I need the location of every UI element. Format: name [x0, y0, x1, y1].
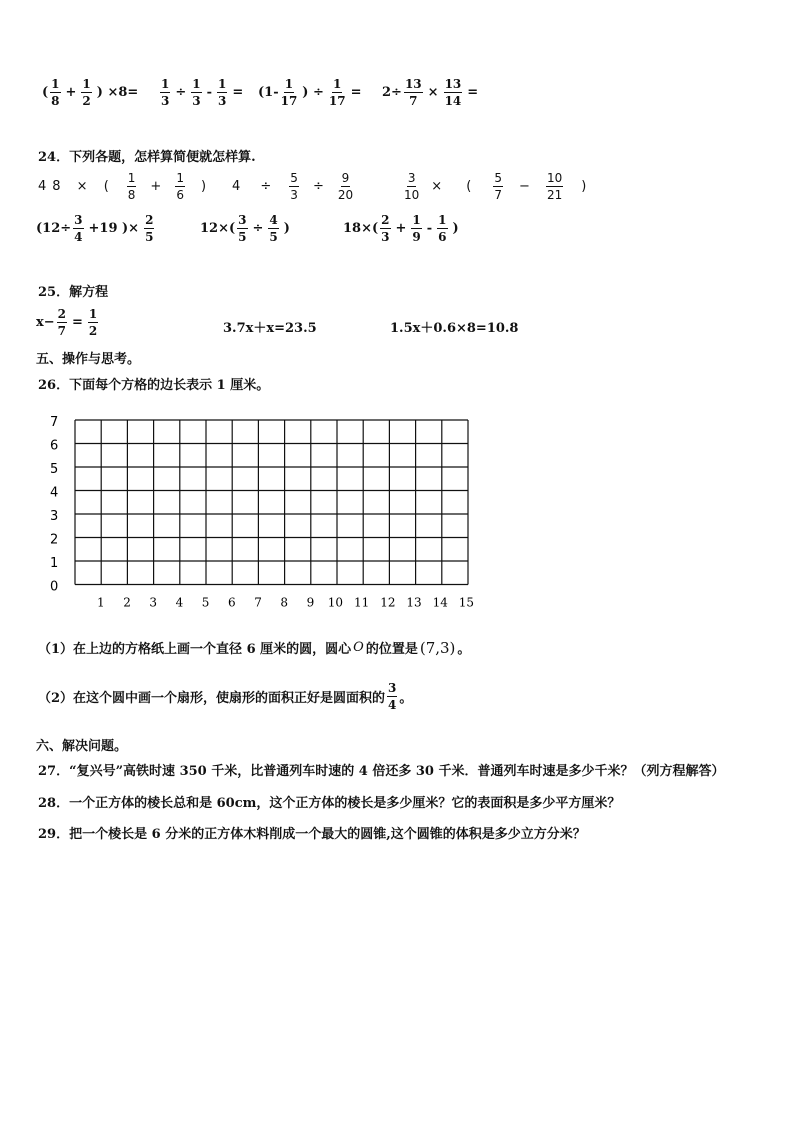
q25-title: 25．解方程 — [38, 285, 109, 300]
grid-x-label: 3 — [149, 595, 158, 610]
grid-y-labels — [50, 415, 58, 595]
grid-x-label: 5 — [201, 595, 210, 610]
grid-x-label: 15 — [458, 595, 475, 610]
q24-expression-c: $\frac{3}{10}$ × ( $\frac{5}{7}$ − $\frac{10}{21}$ ) — [404, 171, 587, 202]
grid-x-labels — [97, 596, 474, 610]
grid-y-label: 1 — [50, 556, 59, 571]
fraction: $\frac{5}{3}$ — [290, 171, 298, 202]
calc-expression-3: (1- $\frac{1}{17}$ ) ÷ $\frac{1}{17}$ = — [258, 77, 362, 108]
fraction: $\frac{5}{7}$ — [494, 171, 503, 202]
grid-y-label: 0 — [50, 579, 59, 595]
q25-equation-a: x− $\frac{2}{7}$ = $\frac{1}{2}$ — [36, 307, 98, 338]
fraction: $\frac{1}{8}$ — [51, 77, 60, 108]
fraction: $\frac{1}{3}$ — [161, 77, 170, 108]
q27-text: 27．“复兴号”高铁时速 350 千米，比普通列车时速的 4 倍还多 30 千米．普通列车时速是多少千米？（列方程解答） — [38, 764, 725, 779]
fraction: $\frac{3}{4}$ — [388, 681, 397, 712]
q24-title: 24．下列各题，怎样算简便就怎样算. — [38, 150, 256, 165]
q25-equation-c: 1.5x＋0.6×8=10.8 — [390, 321, 519, 336]
grid-x-label: 11 — [354, 595, 370, 610]
grid-x-label: 13 — [406, 595, 422, 610]
fraction: $\frac{1}{6}$ — [438, 213, 447, 244]
square-grid — [40, 410, 480, 616]
center-coordinate: (7,3) — [419, 638, 456, 657]
fraction: $\frac{1}{3}$ — [192, 77, 201, 108]
q24-expression-b: 4 ÷ $\frac{5}{3}$ ÷ $\frac{9}{20}$ — [232, 171, 354, 202]
q26-title: 26．下面每个方格的边长表示 1 厘米。 — [38, 378, 270, 393]
grid-y-label: 2 — [50, 532, 59, 548]
grid-x-label: 8 — [280, 595, 289, 610]
grid-x-label: 7 — [254, 595, 262, 610]
fraction: $\frac{1}{2}$ — [82, 77, 91, 108]
grid-x-label: 6 — [228, 595, 236, 610]
fraction: $\frac{2}{7}$ — [57, 307, 67, 338]
fraction: $\frac{1}{9}$ — [412, 213, 421, 244]
q28-text: 28．一个正方体的棱长总和是 60cm，这个正方体的棱长是多少厘米？它的表面积是多少平方厘米？ — [38, 796, 621, 811]
fraction: $\frac{1}{3}$ — [218, 77, 227, 108]
calc-expression-1: ( $\frac{1}{8}$ + $\frac{1}{2}$ ) ×8= — [42, 77, 139, 108]
grid-y-label: 6 — [50, 438, 59, 454]
q25-equation-b: 3.7x＋x=23.5 — [223, 321, 317, 336]
fraction: $\frac{13}{7}$ — [404, 77, 422, 108]
fraction: $\frac{10}{21}$ — [546, 171, 563, 202]
fraction: $\frac{3}{5}$ — [238, 213, 247, 244]
grid-x-label: 2 — [123, 595, 131, 610]
q24-expression-e: 12×( $\frac{3}{5}$ ÷ $\frac{4}{5}$ ) — [200, 213, 290, 244]
fraction: $\frac{4}{5}$ — [269, 213, 278, 244]
fraction: $\frac{1}{8}$ — [127, 171, 136, 202]
calc-expression-4: 2÷ $\frac{13}{7}$ × $\frac{13}{14}$ = — [382, 77, 479, 108]
fraction: $\frac{1}{6}$ — [176, 171, 184, 202]
fraction: $\frac{2}{3}$ — [381, 213, 390, 244]
grid-x-label: 14 — [432, 595, 448, 610]
grid-x-label: 10 — [327, 595, 344, 610]
fraction: $\frac{13}{14}$ — [444, 77, 462, 108]
q24-expression-d: (12÷ $\frac{3}{4}$ +19 )× $\frac{2}{5}$ — [36, 213, 154, 244]
fraction: $\frac{3}{4}$ — [74, 213, 83, 244]
fraction: $\frac{1}{2}$ — [88, 307, 98, 338]
fraction: $\frac{2}{5}$ — [145, 213, 154, 244]
section-5-heading: 五、操作与思考。 — [36, 352, 141, 367]
q26-part-1: （1）在上边的方格纸上画一个直径 6 厘米的圆，圆心 O 的位置是 (7,3) 。 — [38, 638, 471, 657]
q24-expression-f: 18×( $\frac{2}{3}$ + $\frac{1}{9}$ - $\frac{1}{6}$ ) — [343, 213, 459, 244]
fraction: $\frac{9}{20}$ — [337, 171, 354, 202]
q29-text: 29．把一个棱长是 6 分米的正方体木料削成一个最大的圆锥,这个圆锥的体积是多少立方分米？ — [38, 827, 586, 842]
paren-open: ( — [42, 85, 49, 100]
grid-y-label: 5 — [50, 462, 59, 477]
grid-x-label: 12 — [380, 595, 396, 610]
grid-x-label: 4 — [175, 595, 184, 610]
q26-part-2: （2）在这个圆中画一个扇形，使扇形的面积正好是圆面积的 $\frac{3}{4}$ 。 — [38, 681, 413, 712]
grid-y-label: 7 — [50, 415, 59, 430]
section-6-heading: 六、解决问题。 — [36, 739, 128, 754]
q24-expression-a: 48 × ( $\frac{1}{8}$ + $\frac{1}{6}$ ) — [38, 171, 207, 202]
grid-y-label: 4 — [50, 485, 59, 501]
grid-x-label: 9 — [306, 595, 315, 610]
calc-expression-2: $\frac{1}{3}$ ÷ $\frac{1}{3}$ - $\frac{1}{3}$ = — [161, 77, 244, 108]
grid-x-label: 1 — [97, 595, 105, 610]
fraction: $\frac{3}{10}$ — [404, 171, 420, 202]
grid-y-label: 3 — [50, 509, 59, 524]
center-o-label: O — [353, 640, 364, 655]
fraction: $\frac{1}{17}$ — [280, 77, 298, 108]
grid-lines — [75, 420, 468, 585]
fraction: $\frac{1}{17}$ — [328, 77, 346, 108]
